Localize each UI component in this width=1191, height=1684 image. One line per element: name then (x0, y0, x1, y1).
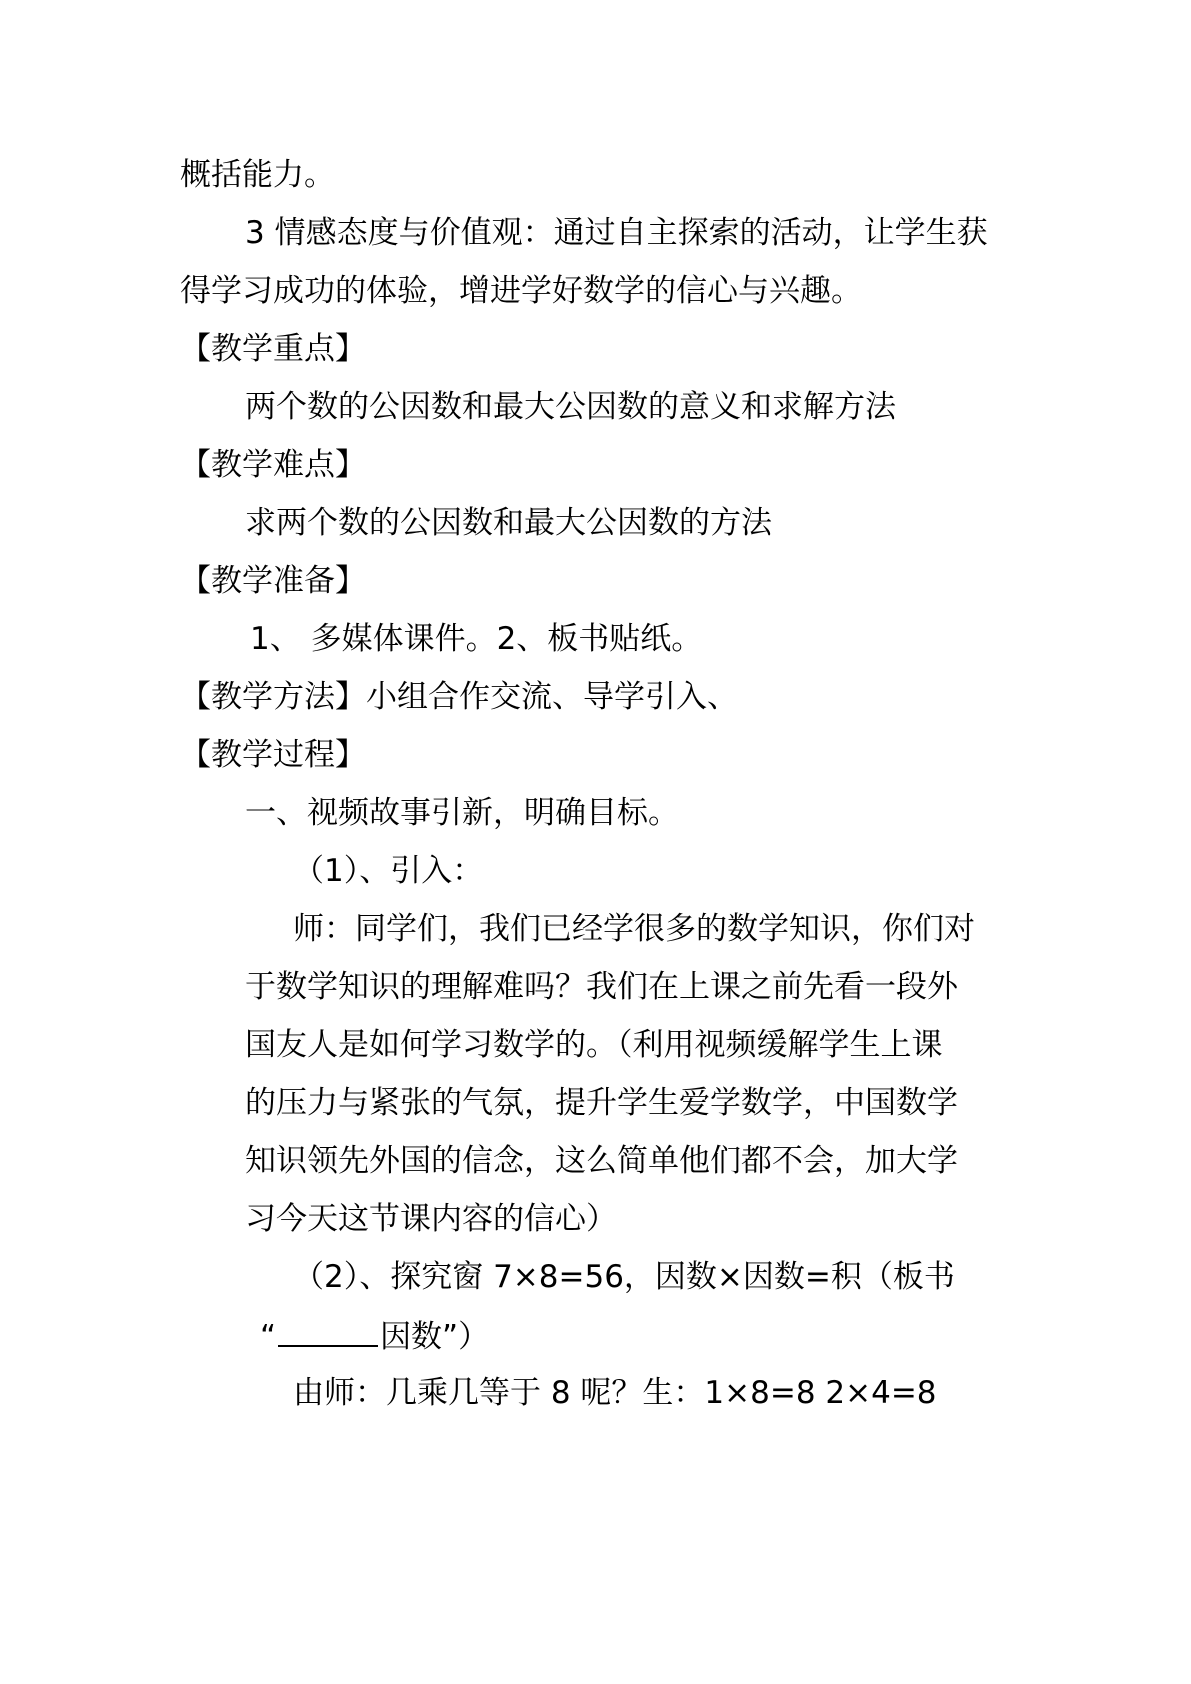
paragraph-line: 师：同学们，我们已经学很多的数学知识，你们对 (293, 911, 975, 947)
paragraph-line: 由师：几乘几等于 8 呢？生：1×8=8 2×4=8 (293, 1375, 937, 1411)
section-heading-difficulties: 【教学难点】 (180, 447, 366, 483)
section-heading-methods: 【教学方法】小组合作交流、导学引入、 (180, 679, 738, 715)
paragraph-line: 国友人是如何学习数学的。（利用视频缓解学生上课 (245, 1027, 943, 1063)
section-heading-preparation: 【教学准备】 (180, 563, 366, 599)
paragraph-line: 习今天这节课内容的信心） (245, 1201, 617, 1237)
paragraph-line: 求两个数的公因数和最大公因数的方法 (245, 505, 772, 541)
blank-suffix: 因数”） (380, 1319, 490, 1355)
paragraph-line: 的压力与紧张的气氛，提升学生爱学数学，中国数学 (245, 1085, 958, 1121)
step-heading: 一、视频故事引新，明确目标。 (245, 795, 679, 831)
section-heading-key-points: 【教学重点】 (180, 331, 366, 367)
paragraph-line: 知识领先外国的信念，这么简单他们都不会，加大学 (245, 1143, 958, 1179)
paragraph-line: 概括能力。 (180, 157, 335, 193)
paragraph-line: 得学习成功的体验，增进学好数学的信心与兴趣。 (180, 273, 862, 309)
paragraph-line: 于数学知识的理解难吗？我们在上课之前先看一段外 (245, 969, 958, 1005)
paragraph-line: （2）、探究窗 7×8=56，因数×因数=积（板书 (293, 1259, 955, 1295)
blank-underline (278, 1315, 378, 1347)
paragraph-line: 3 情感态度与价值观：通过自主探索的活动，让学生获 (245, 215, 988, 251)
preparation-list: 1、 多媒体课件。2、板书贴纸。 (250, 621, 703, 657)
sub-step-heading: （1）、引入： (293, 853, 484, 889)
section-heading-process: 【教学过程】 (180, 737, 366, 773)
paragraph-line: 两个数的公因数和最大公因数的意义和求解方法 (245, 389, 896, 425)
fill-in-blank-line (260, 1315, 489, 1357)
open-quote: “ (260, 1319, 277, 1355)
